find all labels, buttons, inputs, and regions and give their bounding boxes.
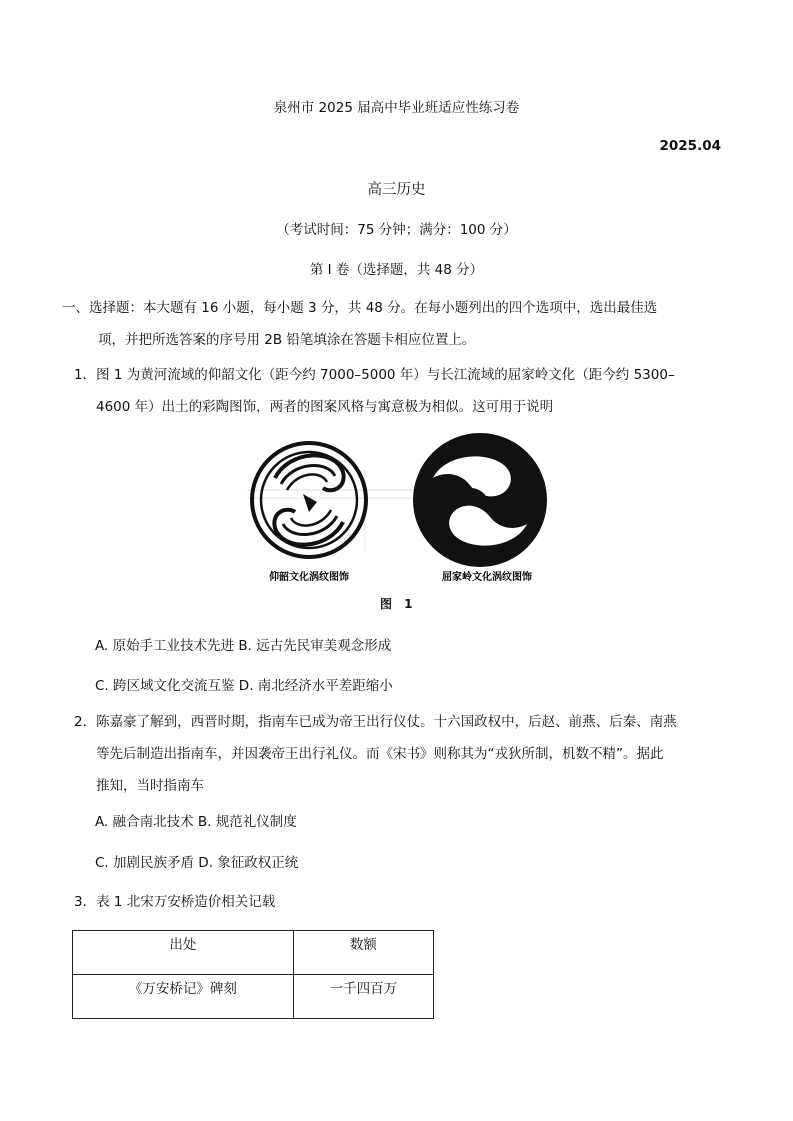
figure-1-image [247,432,549,582]
volume-heading: 第 I 卷（选择题，共 48 分） [309,262,484,278]
q1-line-2: 4600 年）出土的彩陶图饰，两者的图案风格与寓意极为相似。这可用于说明 [96,399,554,415]
section-line-1: 一、选择题：本大题有 16 小题，每小题 3 分，共 48 分。在每小题列出的四个选项中，选出最佳选 [62,300,658,316]
table-header-source: 出处 [73,931,294,975]
figure-caption-left: 仰韶文化涡纹图饰 [269,572,349,582]
table-cell-amount: 一千四百万 [293,975,433,1019]
figure-1 [247,432,549,582]
figure-caption-right: 屈家岭文化涡纹图饰 [442,572,532,582]
q1-line-1: 1．图 1 为黄河流域的仰韶文化（距今约 7000–5000 年）与长江流域的屈家岭文化（距今约 5300– [74,367,675,383]
table-row [73,975,434,1019]
exam-title: 泉州市 2025 届高中毕业班适应性练习卷 [273,100,520,116]
exam-date: 2025.04 [659,138,721,154]
question-1 [74,359,724,423]
section-instructions [62,292,712,356]
q2-options-row-1: A. 融合南北技术 B. 规范礼仪制度 [95,814,297,830]
table-cell-source: 《万安桥记》碑刻 [73,975,294,1019]
question-2 [74,706,724,802]
table-1 [72,930,434,1019]
q2-options-row-2: C. 加剧民族矛盾 D. 象征政权正统 [95,855,299,871]
table-header-amount: 数额 [293,931,433,975]
subject-title: 高三历史 [367,182,426,198]
question-3: 3．表 1 北宋万安桥造价相关记载 [74,894,276,910]
q1-options-row-2: C. 跨区域文化交流互鉴 D. 南北经济水平差距缩小 [95,678,393,694]
q2-line-1: 2．陈嘉豪了解到，西晋时期，指南车已成为帝王出行仪仗。十六国政权中，后赵、前燕、后秦、南燕 [74,714,677,730]
section-line-2: 项，并把所选答案的序号用 2B 铅笔填涂在答题卡相应位置上。 [98,332,476,348]
q1-options-row-1: A. 原始手工业技术先进 B. 远古先民审美观念形成 [95,638,392,654]
q2-line-2: 等先后制造出指南车，并因袭帝王出行礼仪。而《宋书》则称其为“戎狄所制，机数不精”。据此 [96,746,664,762]
exam-info: （考试时间：75 分钟；满分：100 分） [276,222,517,238]
figure-1-label: 图 1 [380,597,417,611]
q2-line-3: 推知，当时指南车 [96,778,204,794]
yangshao-swirl-emblem [252,443,366,557]
qujialing-swirl-emblem [414,434,546,566]
table-header-row [73,931,434,975]
